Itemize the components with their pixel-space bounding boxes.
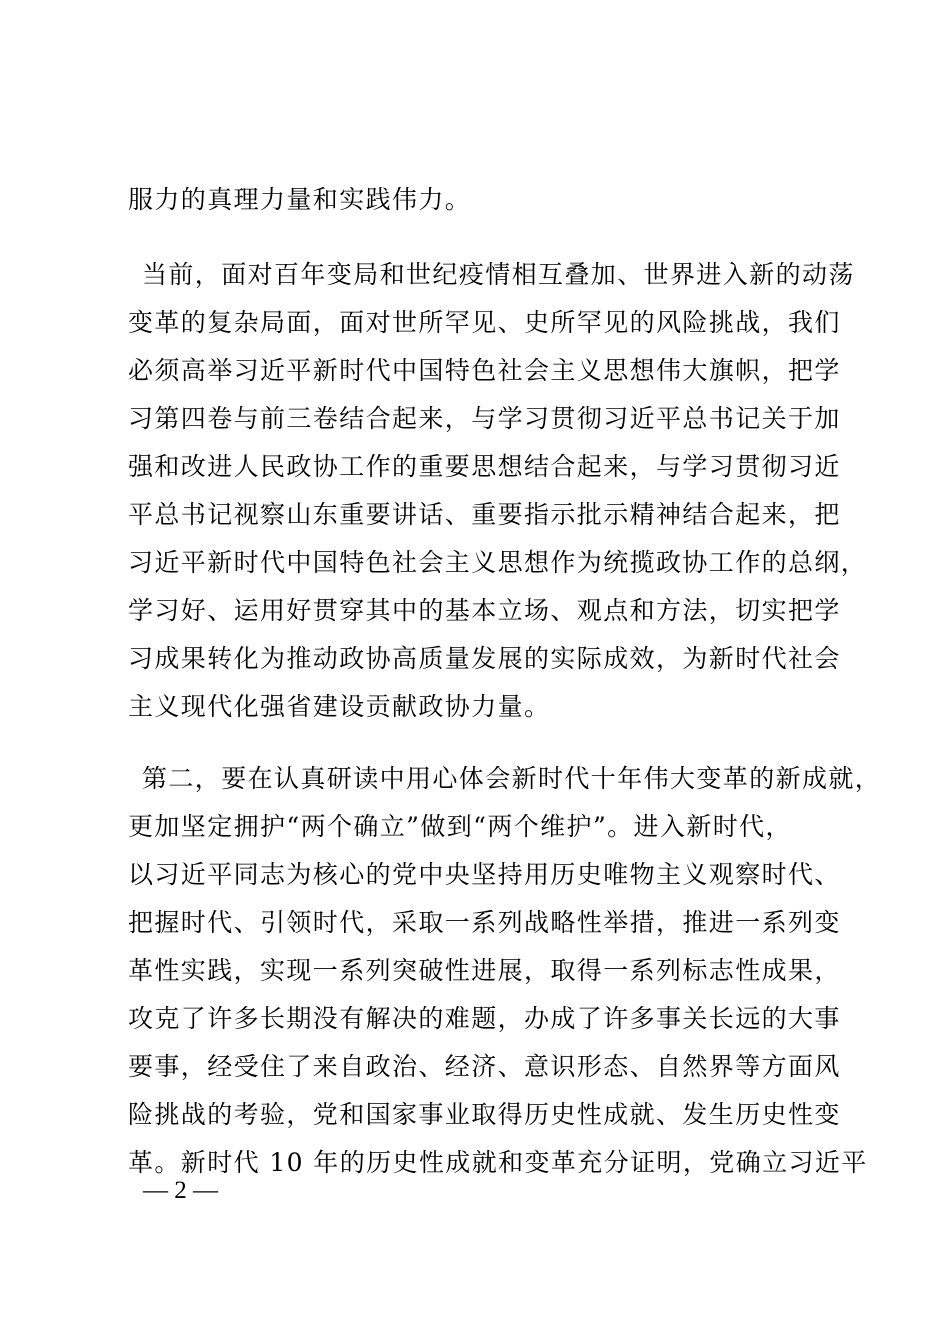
text-line: 当前，面对百年变局和世纪疫情相互叠加、世界进入新的动荡 [142, 260, 855, 289]
text-line: 把握时代、引领时代，采取一系列战略性举措，推进一系列变 [128, 908, 841, 937]
text-line: 学习好、运用好贯穿其中的基本立场、观点和方法，切实把学 [128, 596, 841, 625]
text-line: 习成果转化为推动政协高质量发展的实际成效，为新时代社会 [128, 644, 841, 673]
text-line: 以习近平同志为核心的党中央坚持用历史唯物主义观察时代、 [128, 860, 841, 889]
text-line: 平总书记视察山东重要讲话、重要指示批示精神结合起来，把 [128, 500, 841, 529]
text-line: 革。新时代 10 年的历史性成就和变革充分证明，党确立习近平 [128, 1148, 868, 1177]
text-line: 革性实践，实现一系列突破性进展，取得一系列标志性成果， [128, 956, 841, 985]
text-line: 习近平新时代中国特色社会主义思想作为统揽政协工作的总纲， [128, 548, 868, 577]
text-line: 第二，要在认真研读中用心体会新时代十年伟大变革的新成就， [142, 764, 882, 793]
page-number: — 2 — [143, 1177, 218, 1204]
text-line: 必须高举习近平新时代中国特色社会主义思想伟大旗帜，把学 [128, 356, 841, 385]
text-line: 强和改进人民政协工作的重要思想结合起来，与学习贯彻习近 [128, 452, 841, 481]
text-line: 更加坚定拥护“两个确立”做到“两个维护”。进入新时代， [128, 812, 792, 841]
text-line: 攻克了许多长期没有解决的难题，办成了许多事关长远的大事 [128, 1004, 841, 1033]
text-line: 主义现代化强省建设贡献政协力量。 [128, 692, 551, 721]
text-line: 变革的复杂局面，面对世所罕见、史所罕见的风险挑战，我们 [128, 308, 841, 337]
text-line: 要事，经受住了来自政治、经济、意识形态、自然界等方面风 [128, 1052, 841, 1081]
text-line: 险挑战的考验，党和国家事业取得历史性成就、发生历史性变 [128, 1100, 841, 1129]
text-line: 服力的真理力量和实践伟力。 [128, 185, 472, 214]
text-line: 习第四卷与前三卷结合起来，与学习贯彻习近平总书记关于加 [128, 404, 841, 433]
